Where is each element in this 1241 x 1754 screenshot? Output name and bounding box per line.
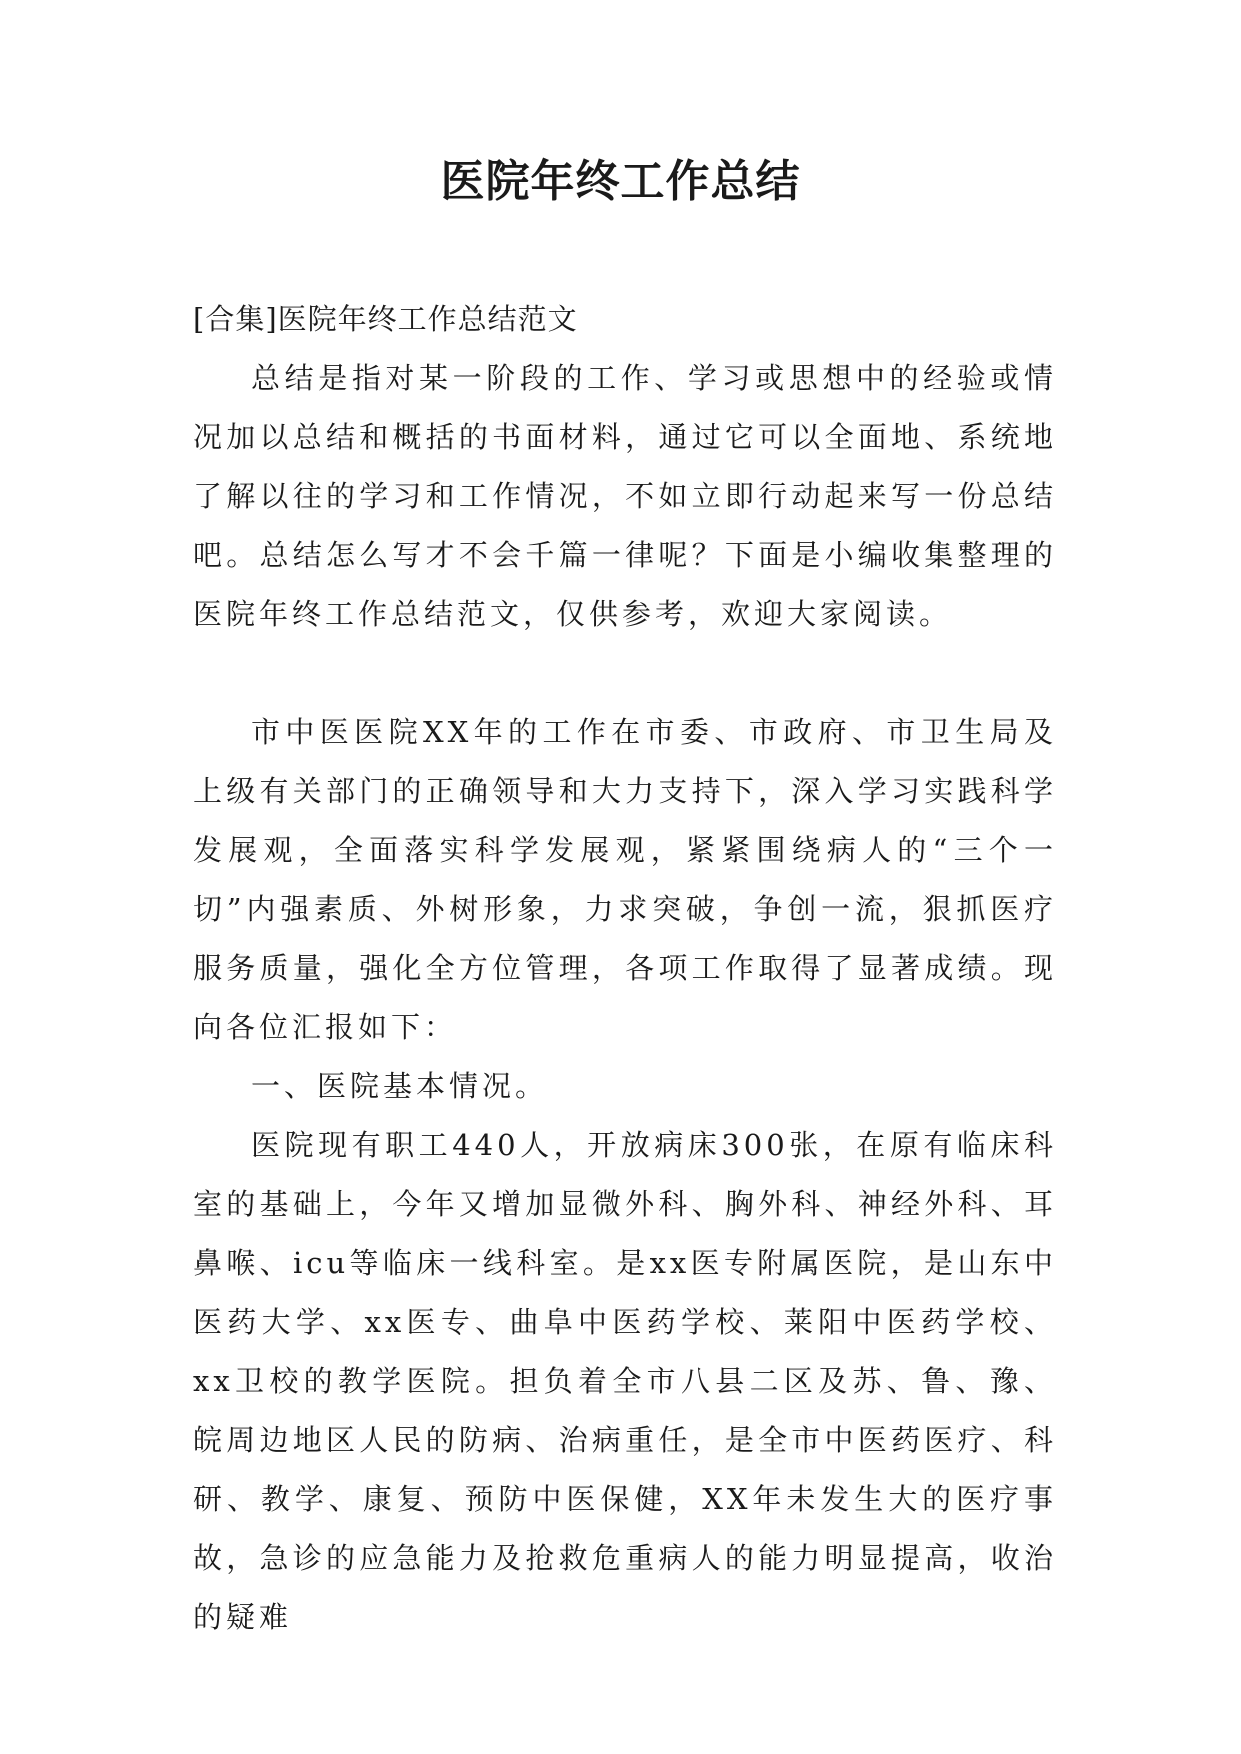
document-title: 医院年终工作总结 xyxy=(440,156,801,207)
paragraph-spacer xyxy=(193,644,1057,703)
body-paragraph: 医院现有职工440人，开放病床300张，在原有临床科室的基础上，今年又增加显微外科、胸外科、神经外科、耳鼻喉、icu等临床一线科室。是xx医专附属医院，是山东中医药大学、xx医专、曲阜中医药学校、莱阳中医药学校、xx卫校的教学医院。担负着全市八县二区及苏、鲁、豫、皖周边地区人民的防病、治病重任，是全市中医药医疗、科研、教学、康复、预防中医保健，XX年未发生大的医疗事故，急诊的应急能力及抢救危重病人的能力明显提高，收治的疑难 xyxy=(193,1128,1057,1634)
intro-paragraph: 总结是指对某一阶段的工作、学习或思想中的经验或情况加以总结和概括的书面材料，通过它可以全面地、系统地了解以往的学习和工作情况，不如立即行动起来写一份总结吧。总结怎么写才不会千篇一律呢？下面是小编收集整理的医院年终工作总结范文，仅供参考，欢迎大家阅读。 xyxy=(193,361,1057,631)
document-subtitle: [合集]医院年终工作总结范文 xyxy=(193,302,578,336)
body-paragraph: 市中医医院XX年的工作在市委、市政府、市卫生局及上级有关部门的正确领导和大力支持下，深入学习实践科学发展观，全面落实科学发展观，紧紧围绕病人的“三个一切”内强素质、外树形象，力求突破，争创一流，狠抓医疗服务质量，强化全方位管理，各项工作取得了显著成绩。现向各位汇报如下： xyxy=(193,715,1057,1044)
document-body xyxy=(193,290,1057,1647)
section-heading: 一、医院基本情况。 xyxy=(251,1069,549,1103)
